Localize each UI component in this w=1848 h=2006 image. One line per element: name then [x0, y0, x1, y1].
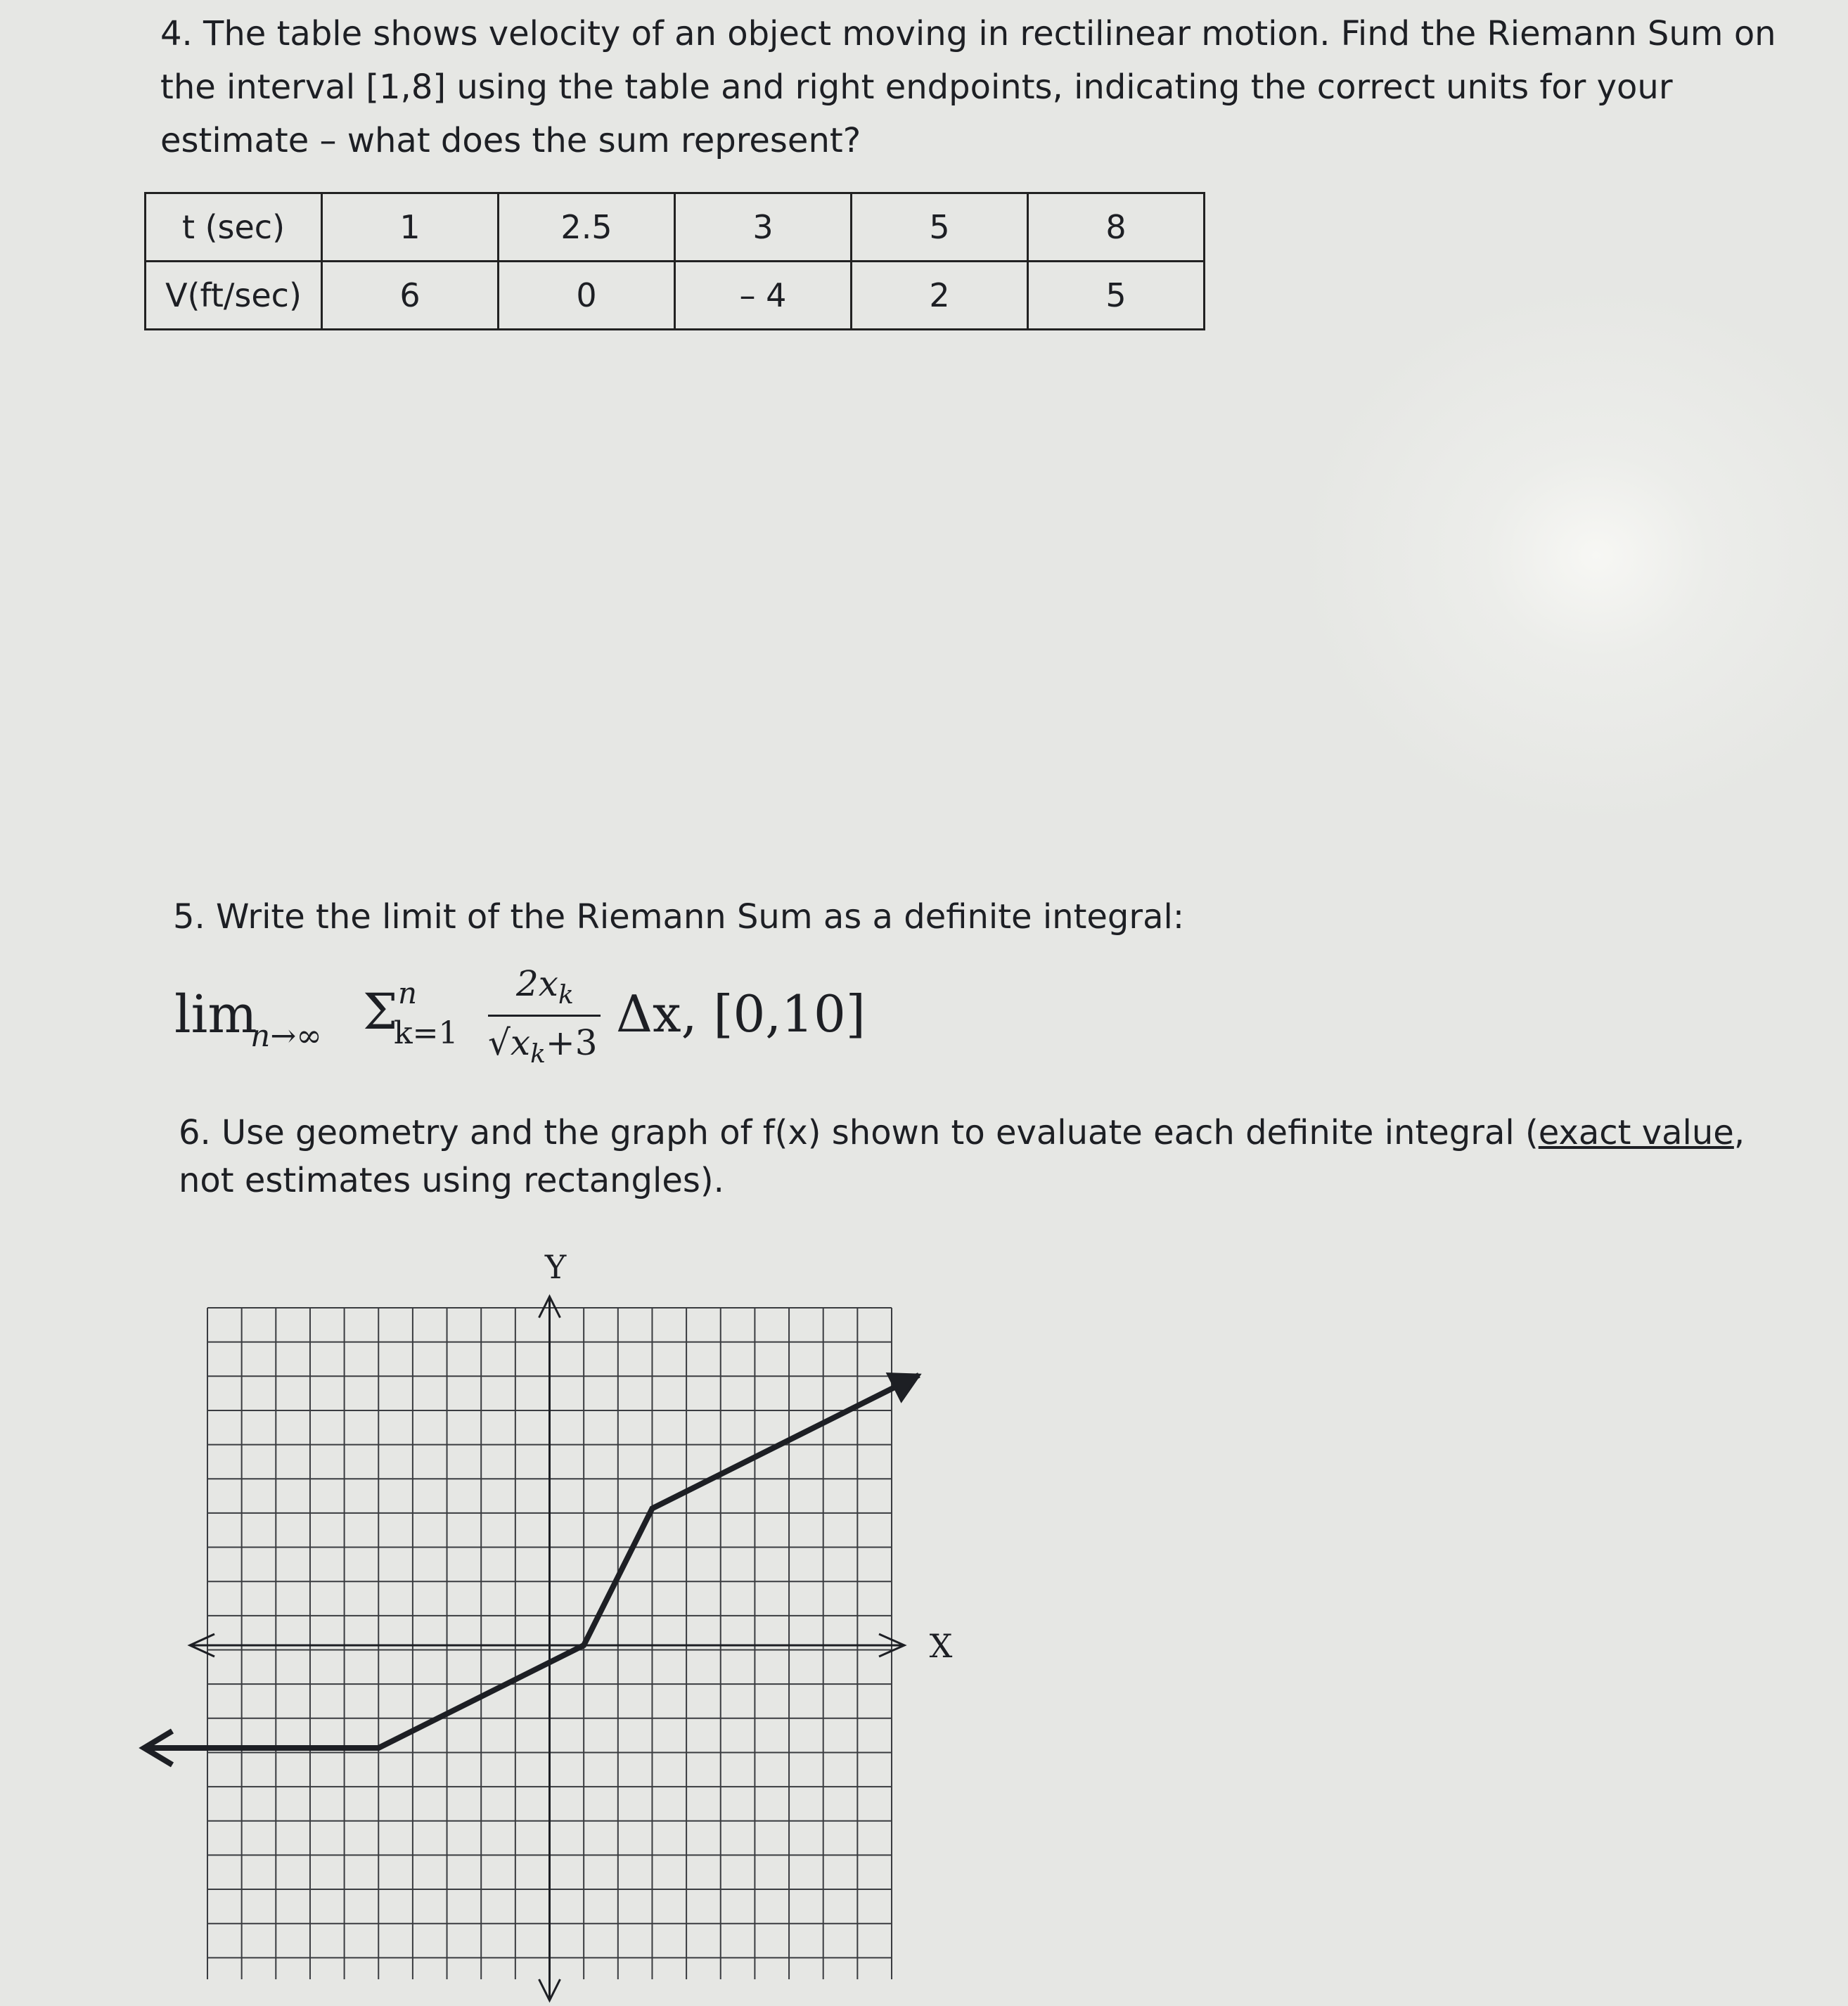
- velocity-cell: 2: [852, 262, 1028, 330]
- q6-text-end: , not estimates using rectangles).: [179, 1113, 1745, 1200]
- velocity-header: V(ft/sec): [146, 262, 322, 330]
- function-line: [144, 1375, 919, 1748]
- sigma-symbol: Σ: [363, 983, 398, 1041]
- q6-text-start: 6. Use geometry and the graph of f(x) shown to evaluate each definite integral (: [179, 1113, 1539, 1152]
- function-curve: [144, 1374, 919, 1765]
- x-axis-label: X: [929, 1627, 953, 1665]
- delta-x-interval: Δx, [0,10]: [616, 984, 866, 1043]
- velocity-cell: 0: [499, 262, 675, 330]
- numerator-subscript: k: [558, 981, 574, 1010]
- time-cell: 5: [852, 193, 1028, 262]
- sum-lower-bound: k=1: [394, 1015, 458, 1051]
- limit-subscript: n→∞: [250, 1018, 322, 1054]
- time-cell: 2.5: [499, 193, 675, 262]
- velocity-cell: – 4: [675, 262, 852, 330]
- numerator-main: 2x: [516, 963, 559, 1004]
- question-5-text: 5. Write the limit of the Riemann Sum as a definite integral:: [173, 897, 1185, 937]
- sum-upper-bound: n: [398, 976, 418, 1010]
- y-axis-label: Y: [544, 1248, 567, 1286]
- denominator-main: √x: [488, 1022, 531, 1063]
- denominator-tail: +3: [545, 1022, 598, 1063]
- velocity-cell: 6: [322, 262, 499, 330]
- denominator-subscript: k: [530, 1040, 546, 1069]
- time-cell: 8: [1028, 193, 1205, 262]
- velocity-cell: 5: [1028, 262, 1205, 330]
- graph-axes: [190, 1297, 904, 2000]
- limit-symbol: lim: [174, 984, 257, 1045]
- time-cell: 3: [675, 193, 852, 262]
- time-header: t (sec): [146, 193, 322, 262]
- time-cell: 1: [322, 193, 499, 262]
- question-4-text: 4. The table shows velocity of an object moving in rectilinear motion. Find the Riemann Sum on the interval [1,8] using the table and right endpoints, indicating the correct units for your estimate – what does the sum represent?: [160, 14, 1776, 160]
- q6-exact-value-underlined: exact value: [1538, 1113, 1734, 1152]
